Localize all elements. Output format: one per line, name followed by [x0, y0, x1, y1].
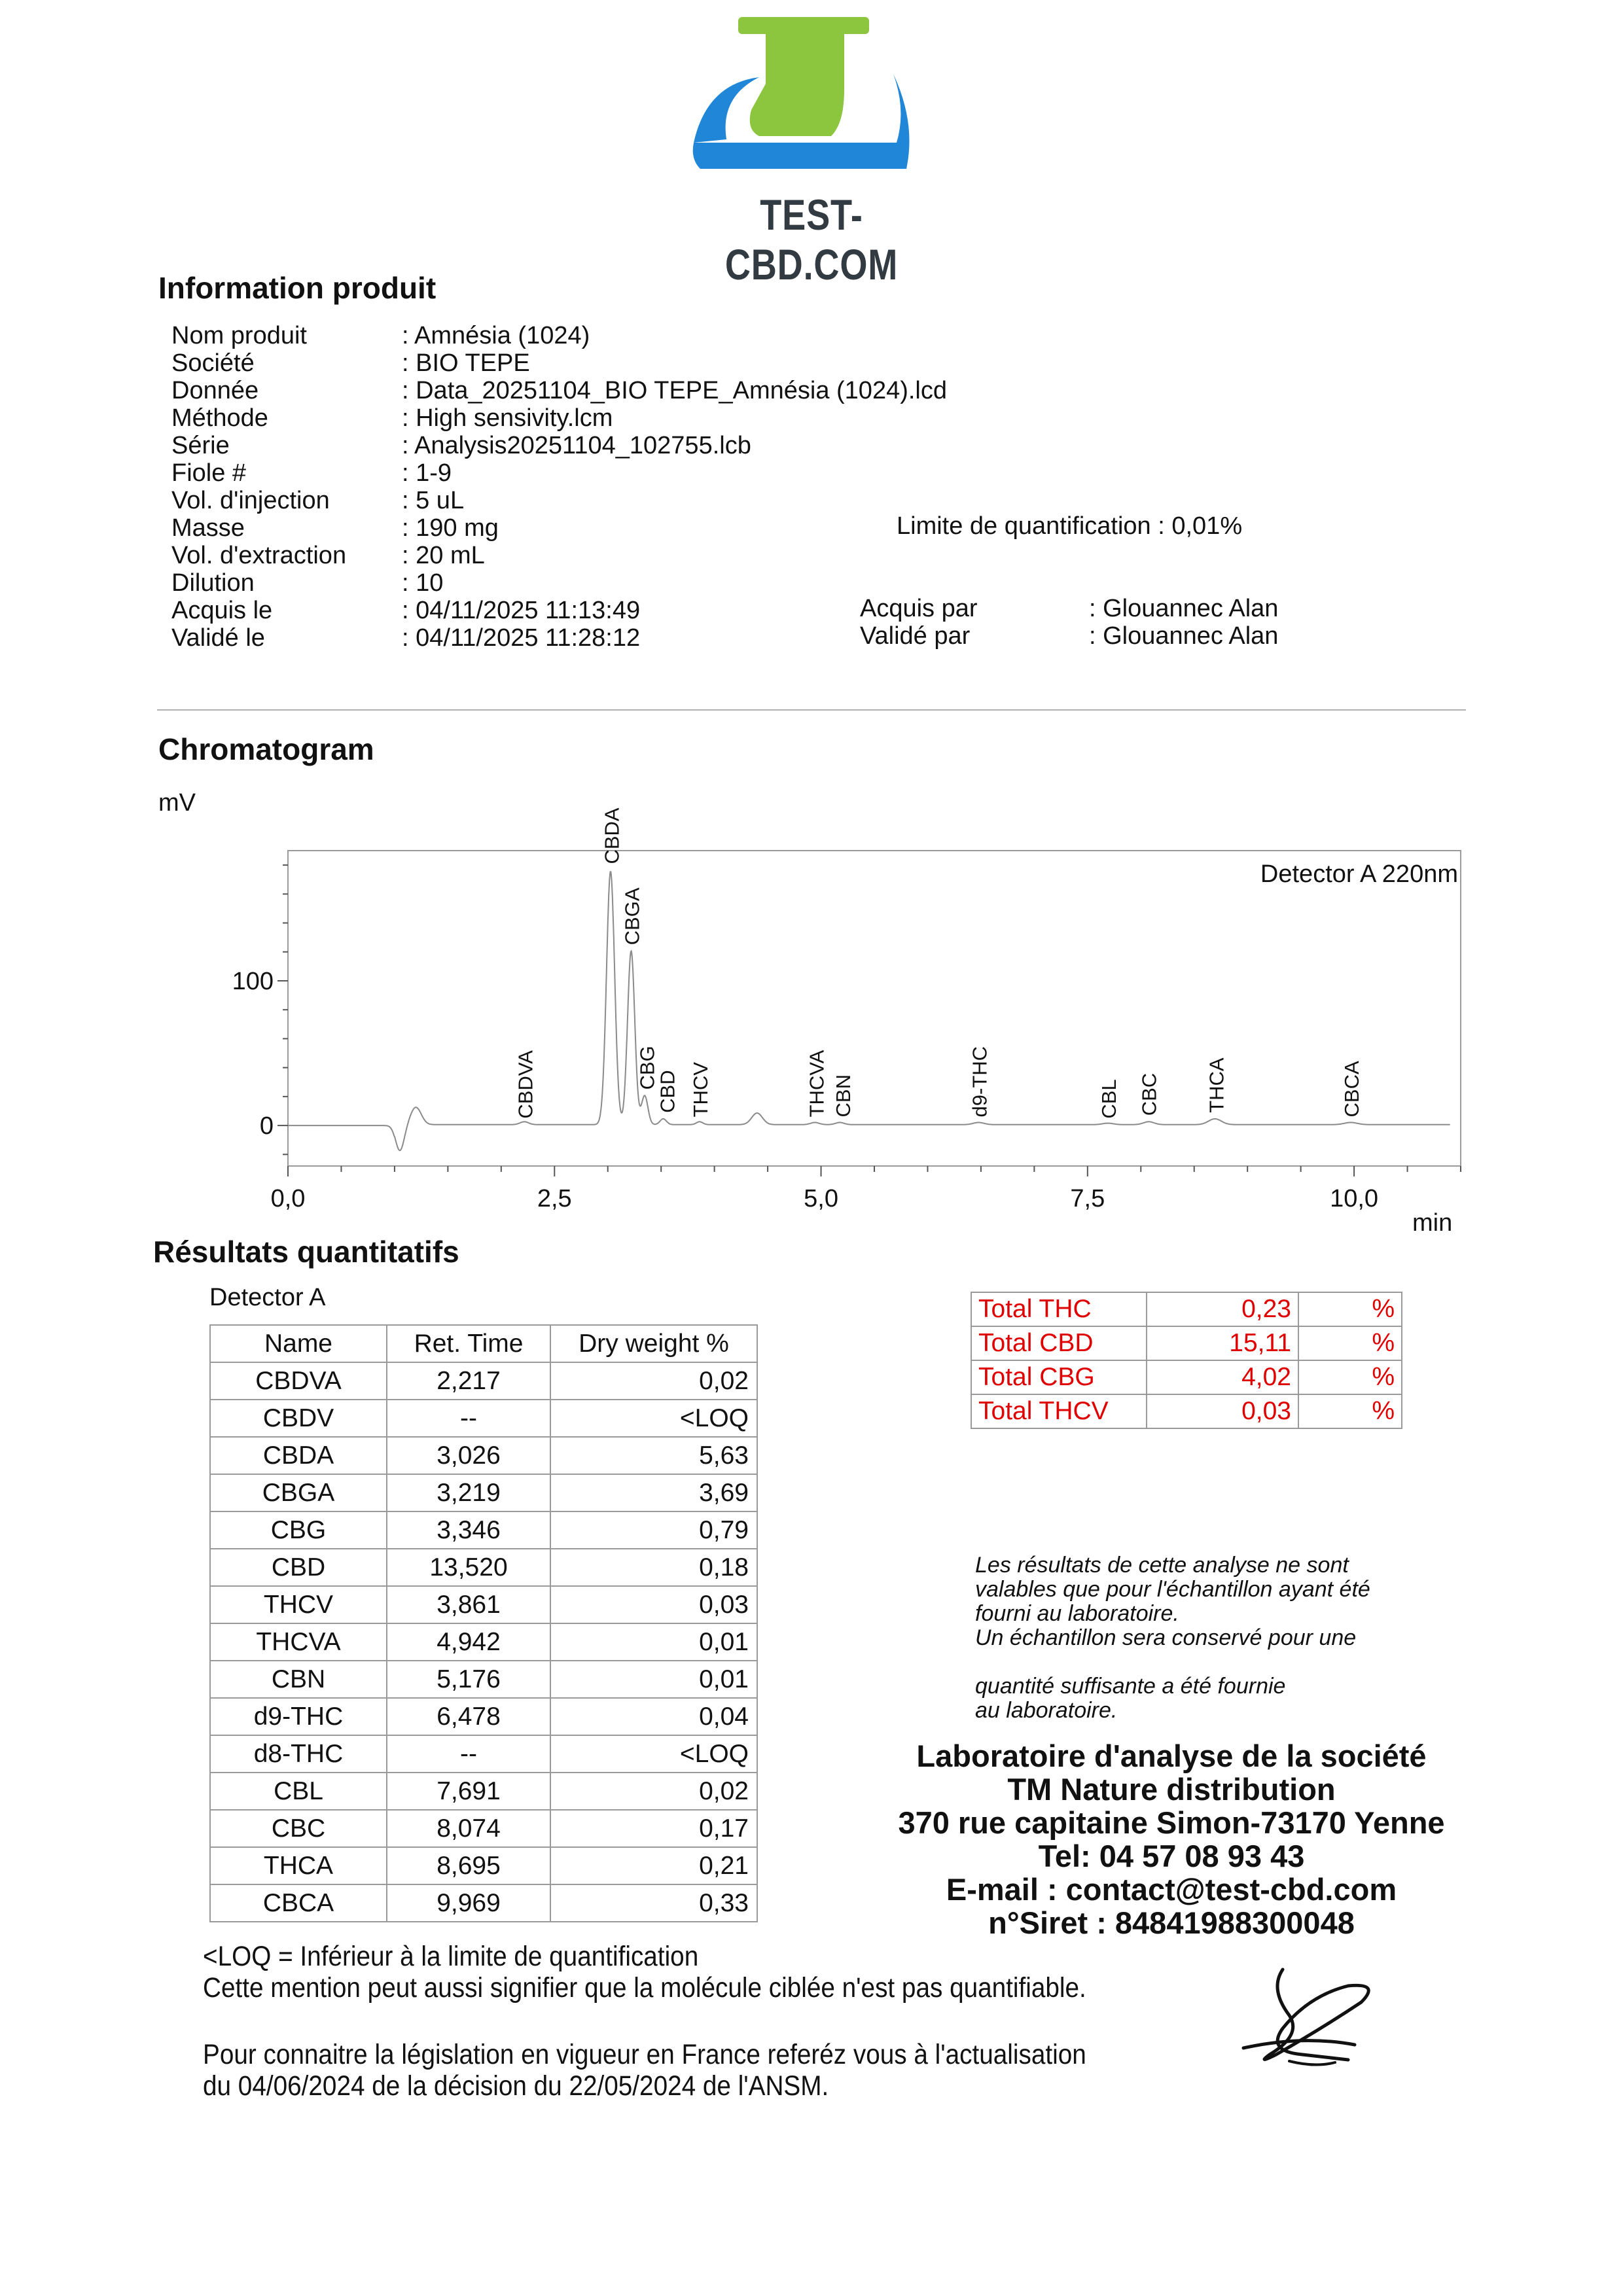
x-tick-label: 5,0	[804, 1185, 838, 1212]
cell-dry-weight: <LOQ	[550, 1400, 757, 1437]
cell-dry-weight: <LOQ	[550, 1735, 757, 1773]
results-detector: Detector A	[209, 1284, 326, 1311]
total-value: 15,11	[1147, 1326, 1298, 1360]
peak-label: CBC	[1137, 1072, 1161, 1116]
cell-ret-time: 3,861	[387, 1586, 550, 1623]
total-label: Total THC	[971, 1292, 1147, 1326]
peak-label: CBG	[635, 1046, 659, 1090]
cell-dry-weight: 0,03	[550, 1586, 757, 1623]
table-row	[210, 1400, 757, 1437]
cell-dry-weight: 0,17	[550, 1810, 757, 1847]
lab-line: n°Siret : 84841988300048	[988, 1905, 1355, 1940]
info-label: Fiole #	[171, 459, 247, 487]
acquired-by-value: : Glouannec Alan	[1089, 595, 1279, 622]
info-label: Donnée	[171, 377, 259, 404]
peak-label: CBGA	[620, 887, 644, 945]
total-value: 4,02	[1147, 1360, 1298, 1394]
cell-name: d8-THC	[210, 1735, 387, 1773]
cell-name: CBDA	[210, 1437, 387, 1474]
lab-line: TM Nature distribution	[1007, 1772, 1336, 1807]
chromatogram-heading: Chromatogram	[158, 732, 374, 766]
cell-name: CBCA	[210, 1884, 387, 1922]
cell-ret-time: 3,346	[387, 1511, 550, 1549]
cell-name: THCV	[210, 1586, 387, 1623]
info-label: Nom produit	[171, 322, 307, 349]
cell-dry-weight: 0,01	[550, 1623, 757, 1661]
signature	[1230, 1956, 1394, 2087]
cell-name: THCA	[210, 1847, 387, 1884]
info-label: Société	[171, 349, 255, 377]
total-label: Total CBD	[971, 1326, 1147, 1360]
info-value: : BIO TEPE	[402, 349, 530, 377]
totals-table	[971, 1292, 1402, 1429]
x-tick-label: 7,5	[1070, 1185, 1105, 1212]
col-dryweight-header: Dry weight %	[550, 1325, 757, 1362]
detector-label: Detector A 220nm	[1260, 860, 1458, 888]
cell-ret-time: 13,520	[387, 1549, 550, 1586]
info-value: : 20 mL	[402, 542, 485, 569]
table-row	[210, 1661, 757, 1698]
peak-label: THCA	[1205, 1057, 1228, 1113]
cell-dry-weight: 0,04	[550, 1698, 757, 1735]
cell-ret-time: --	[387, 1735, 550, 1773]
cell-dry-weight: 0,33	[550, 1884, 757, 1922]
plot-frame	[288, 851, 1461, 1166]
info-value: : 1-9	[402, 459, 452, 487]
y-tick-label: 100	[232, 967, 274, 995]
cell-ret-time: 7,691	[387, 1773, 550, 1810]
x-axis-unit: min	[1412, 1209, 1453, 1237]
cell-name: CBDVA	[210, 1362, 387, 1400]
table-row	[210, 1810, 757, 1847]
table-row	[210, 1884, 757, 1922]
info-label: Validé le	[171, 624, 265, 652]
table-row	[210, 1698, 757, 1735]
cell-name: CBDV	[210, 1400, 387, 1437]
lab-line: Laboratoire d'analyse de la société	[916, 1739, 1427, 1773]
disclaimer-line: Un échantillon sera conservé pour une	[975, 1625, 1357, 1650]
totals-row	[971, 1360, 1402, 1394]
disclaimer-line: fourni au laboratoire.	[975, 1601, 1179, 1626]
cell-ret-time: 6,478	[387, 1698, 550, 1735]
peak-label: THCV	[688, 1062, 712, 1118]
cell-name: CBGA	[210, 1474, 387, 1511]
cell-ret-time: 8,074	[387, 1810, 550, 1847]
cell-ret-time: --	[387, 1400, 550, 1437]
peak-label: d9-THC	[968, 1046, 991, 1118]
y-axis-unit: mV	[158, 789, 196, 817]
footer-legislation-1: Pour connaitre la législation en vigueur en France referéz vous à l'actualisation	[203, 2039, 1086, 2070]
totals-row	[971, 1292, 1402, 1326]
cell-dry-weight: 0,02	[550, 1773, 757, 1810]
peak-label: THCVA	[805, 1050, 829, 1118]
footer-loq-note: Cette mention peut aussi signifier que la molécule ciblée n'est pas quantifiable.	[203, 1972, 1086, 2004]
col-rettime-header: Ret. Time	[387, 1325, 550, 1362]
info-label: Méthode	[171, 404, 268, 432]
cell-name: CBD	[210, 1549, 387, 1586]
table-row	[210, 1437, 757, 1474]
cell-dry-weight: 0,21	[550, 1847, 757, 1884]
table-row	[210, 1511, 757, 1549]
total-label: Total THCV	[971, 1394, 1147, 1428]
y-tick-label: 0	[259, 1112, 274, 1140]
table-row	[210, 1773, 757, 1810]
table-row	[210, 1847, 757, 1884]
peak-label: CBDVA	[514, 1050, 537, 1119]
cell-dry-weight: 0,01	[550, 1661, 757, 1698]
info-value: : 10	[402, 569, 444, 597]
peak-label: CBN	[832, 1074, 855, 1118]
totals-row	[971, 1394, 1402, 1428]
disclaimer-line: valables que pour l'échantillon ayant été	[975, 1577, 1370, 1602]
cell-dry-weight: 0,02	[550, 1362, 757, 1400]
total-value: 0,23	[1147, 1292, 1298, 1326]
disclaimer-line: au laboratoire.	[975, 1698, 1118, 1723]
info-label: Série	[171, 432, 230, 459]
peak-label: CBD	[656, 1070, 679, 1113]
cell-name: CBL	[210, 1773, 387, 1810]
acquired-by-label: Acquis par	[860, 595, 978, 622]
col-name-header: Name	[210, 1325, 387, 1362]
info-value: : Amnésia (1024)	[402, 322, 590, 349]
total-unit: %	[1298, 1326, 1402, 1360]
footer-legislation-2: du 04/06/2024 de la décision du 22/05/2024 de l'ANSM.	[203, 2070, 829, 2102]
cell-ret-time: 2,217	[387, 1362, 550, 1400]
footer-loq-definition: <LOQ = Inférieur à la limite de quantification	[203, 1941, 699, 1972]
disclaimer-line: Les résultats de cette analyse ne sont	[975, 1553, 1349, 1578]
results-heading: Résultats quantitatifs	[153, 1235, 459, 1269]
x-tick-label: 10,0	[1330, 1185, 1379, 1212]
cell-ret-time: 8,695	[387, 1847, 550, 1884]
cell-ret-time: 3,026	[387, 1437, 550, 1474]
validated-by-value: : Glouannec Alan	[1089, 622, 1279, 650]
cell-dry-weight: 0,79	[550, 1511, 757, 1549]
results-header-row	[210, 1325, 757, 1362]
cell-dry-weight: 3,69	[550, 1474, 757, 1511]
cell-ret-time: 3,219	[387, 1474, 550, 1511]
x-tick-label: 0,0	[270, 1185, 306, 1212]
info-label: Vol. d'injection	[171, 487, 330, 514]
table-row	[210, 1735, 757, 1773]
info-label: Acquis le	[171, 597, 273, 624]
table-row	[210, 1362, 757, 1400]
lab-line: 370 rue capitaine Simon-73170 Yenne	[898, 1805, 1445, 1840]
lab-line: Tel: 04 57 08 93 43	[1038, 1839, 1305, 1873]
table-row	[210, 1474, 757, 1511]
loq-text: Limite de quantification : 0,01%	[897, 512, 1243, 540]
cell-name: CBN	[210, 1661, 387, 1698]
cell-dry-weight: 5,63	[550, 1437, 757, 1474]
totals-row	[971, 1326, 1402, 1360]
info-label: Dilution	[171, 569, 255, 597]
total-unit: %	[1298, 1292, 1402, 1326]
info-value: : High sensivity.lcm	[402, 404, 613, 432]
info-heading: Information produit	[158, 271, 437, 305]
brand-name: TEST-CBD.COM	[724, 190, 899, 289]
info-value: : 04/11/2025 11:13:49	[402, 597, 641, 624]
cell-ret-time: 5,176	[387, 1661, 550, 1698]
cell-name: d9-THC	[210, 1698, 387, 1735]
info-value: : Analysis20251104_102755.lcb	[402, 432, 751, 459]
info-label: Masse	[171, 514, 245, 542]
table-row	[210, 1549, 757, 1586]
peak-label: CBCA	[1340, 1061, 1364, 1118]
cell-name: THCVA	[210, 1623, 387, 1661]
disclaimer-line: quantité suffisante a été fournie	[975, 1674, 1286, 1699]
results-table	[209, 1324, 758, 1922]
lab-line: E-mail : contact@test-cbd.com	[946, 1872, 1397, 1907]
cell-name: CBC	[210, 1810, 387, 1847]
validated-by-label: Validé par	[860, 622, 971, 650]
info-value: : 04/11/2025 11:28:12	[402, 624, 641, 652]
info-value: : Data_20251104_BIO TEPE_Amnésia (1024).lcd	[402, 377, 947, 404]
info-value: : 5 uL	[402, 487, 465, 514]
table-row	[210, 1586, 757, 1623]
table-row	[210, 1623, 757, 1661]
cell-dry-weight: 0,18	[550, 1549, 757, 1586]
total-unit: %	[1298, 1360, 1402, 1394]
info-label: Vol. d'extraction	[171, 542, 347, 569]
cell-ret-time: 4,942	[387, 1623, 550, 1661]
signal-trace	[288, 872, 1450, 1150]
cell-name: CBG	[210, 1511, 387, 1549]
peak-label: CBL	[1097, 1079, 1120, 1119]
info-value: : 190 mg	[402, 514, 499, 542]
cell-ret-time: 9,969	[387, 1884, 550, 1922]
peak-label: CBDA	[600, 807, 624, 864]
total-label: Total CBG	[971, 1360, 1147, 1394]
total-unit: %	[1298, 1394, 1402, 1428]
x-tick-label: 2,5	[537, 1185, 572, 1212]
total-value: 0,03	[1147, 1394, 1298, 1428]
